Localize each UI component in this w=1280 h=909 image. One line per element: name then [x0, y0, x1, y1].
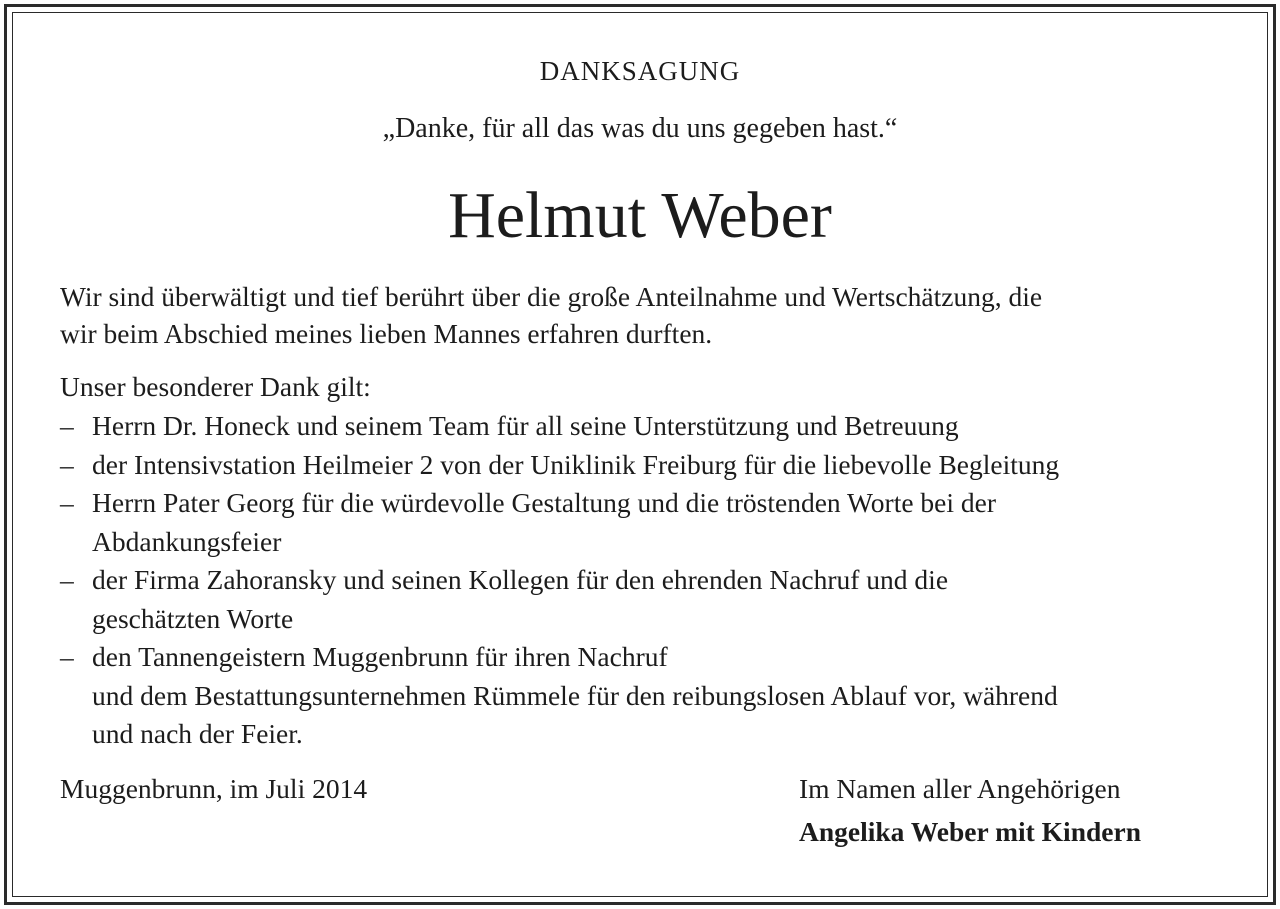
thanks-item-line: Herrn Pater Georg für die würdevolle Gestaltung und die tröstenden Worte bei der [92, 487, 996, 518]
thanks-item-line: geschätzten Worte [92, 602, 294, 634]
intro-line: Wir sind überwältigt und tief berührt über die große Anteilnahme und Wertschätzung, die [60, 281, 1043, 312]
thanks-item-line: Herrn Dr. Honeck und seinem Team für all seine Unterstützung und Betreuung [92, 410, 959, 441]
notice-heading: DANKSAGUNG [539, 56, 741, 86]
thanks-item-line: Abdankungsfeier [92, 525, 282, 557]
thanks-item [60, 407, 1240, 446]
intro-line: wir beim Abschied meines lieben Mannes erfahren durften. [60, 318, 713, 349]
thanks-list [60, 407, 1240, 754]
thanks-item-line: den Tannengeistern Muggenbrunn für ihren Nachruf [92, 641, 668, 672]
thanks-item [60, 561, 1240, 638]
closing-line: Im Namen aller Angehörigen [799, 773, 1121, 804]
thanks-label: Unser besonderer Dank gilt: [60, 371, 371, 402]
thanks-item [60, 446, 1240, 485]
thanks-item-line: und dem Bestattungsunternehmen Rümmele für den reibungslosen Ablauf vor, während [92, 679, 1058, 711]
dash-bullet: – [60, 448, 74, 480]
intro-paragraph [60, 278, 1240, 352]
place-and-date: Muggenbrunn, im Juli 2014 [60, 773, 368, 804]
dash-bullet: – [60, 487, 74, 518]
thanks-item [60, 638, 1240, 754]
notice-quote: „Danke, für all das was du uns gegeben hast.“ [382, 113, 898, 144]
dash-bullet: – [60, 641, 74, 672]
dash-bullet: – [60, 564, 74, 595]
thanks-item-line: der Intensivstation Heilmeier 2 von der Uniklinik Freiburg für die liebevolle Begleitung [92, 448, 1060, 480]
deceased-name: Helmut Weber [448, 179, 832, 252]
thanks-item-line: der Firma Zahoransky und seinen Kollegen für den ehrenden Nachruf und die [92, 564, 949, 595]
dash-bullet: – [60, 410, 74, 441]
thanks-item [60, 484, 1240, 561]
thanks-item-line: und nach der Feier. [92, 718, 303, 749]
signature: Angelika Weber mit Kindern [799, 816, 1141, 847]
